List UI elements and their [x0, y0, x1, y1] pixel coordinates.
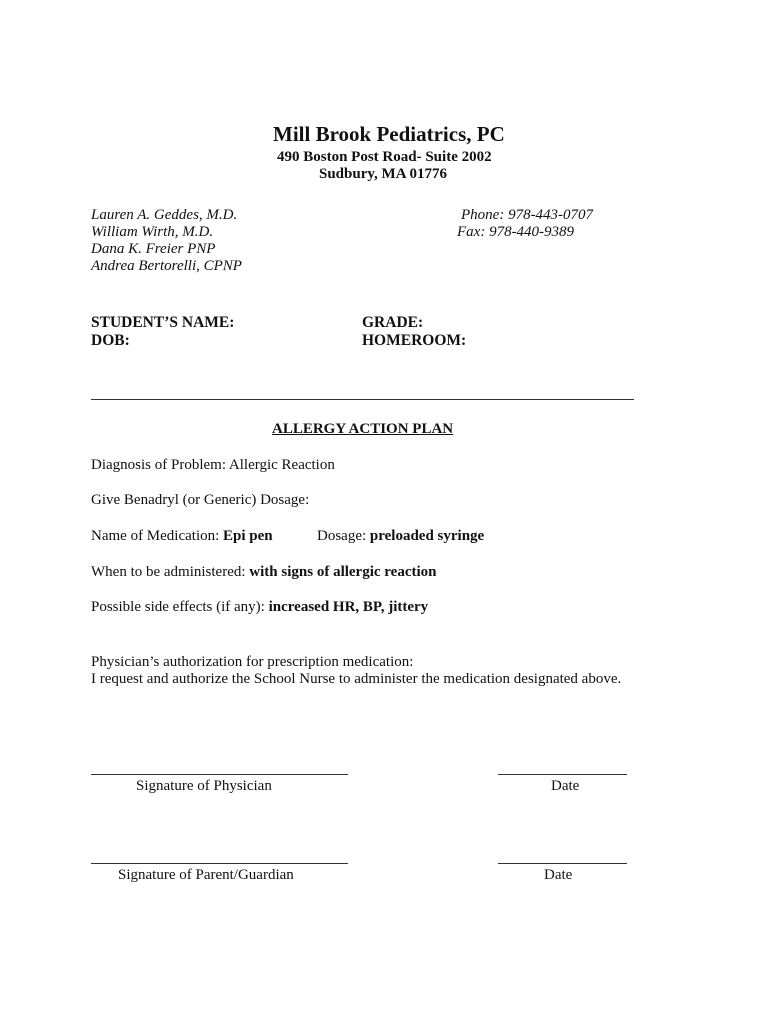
parent-signature-line[interactable]	[91, 863, 348, 864]
physician-signature-line[interactable]	[91, 774, 348, 775]
medication-label: Name of Medication:	[91, 528, 224, 544]
physician-date-label: Date	[551, 778, 580, 794]
address-line-1: 490 Boston Post Road- Suite 2002	[277, 149, 492, 165]
student-name-label: STUDENT’S NAME:	[91, 314, 235, 331]
side-effects-value: increased HR, BP, jittery	[268, 599, 429, 615]
dosage-line	[317, 528, 484, 545]
plan-title: ALLERGY ACTION PLAN	[272, 421, 454, 437]
provider-item: Lauren A. Geddes, M.D.	[91, 207, 238, 223]
side-effects-label: Possible side effects (if any):	[91, 599, 269, 615]
authorization-line-2: I request and authorize the School Nurse to administer the medication designated above.	[91, 671, 622, 687]
provider-list	[91, 207, 242, 275]
parent-signature-label: Signature of Parent/Guardian	[118, 867, 294, 883]
when-line	[91, 564, 437, 581]
when-value: with signs of allergic reaction	[249, 564, 437, 580]
phone-number: Phone: 978-443-0707	[461, 207, 594, 223]
side-effects-line	[91, 599, 428, 616]
address-line-2: Sudbury, MA 01776	[319, 166, 447, 182]
diagnosis-line: Diagnosis of Problem: Allergic Reaction	[91, 457, 335, 473]
physician-date-line[interactable]	[498, 774, 627, 775]
dosage-value: preloaded syringe	[369, 528, 485, 544]
medication-value: Epi pen	[223, 528, 273, 544]
parent-date-label: Date	[544, 867, 573, 883]
grade-label: GRADE:	[362, 314, 424, 331]
fax-number: Fax: 978-440-9389	[457, 224, 575, 240]
provider-item: Dana K. Freier PNP	[91, 241, 216, 257]
provider-item: Andrea Bertorelli, CPNP	[91, 258, 242, 274]
provider-item: William Wirth, M.D.	[91, 224, 214, 240]
section-divider	[91, 399, 634, 400]
medication-line	[91, 528, 273, 545]
benadryl-line: Give Benadryl (or Generic) Dosage:	[91, 492, 310, 508]
authorization-line-1: Physician’s authorization for prescription medication:	[91, 654, 414, 670]
parent-date-line[interactable]	[498, 863, 627, 864]
physician-signature-label: Signature of Physician	[136, 778, 272, 794]
homeroom-label: HOMEROOM:	[362, 332, 467, 349]
dosage-label: Dosage:	[317, 528, 370, 544]
dob-label: DOB:	[91, 332, 130, 349]
practice-name: Mill Brook Pediatrics, PC	[273, 122, 505, 146]
when-label: When to be administered:	[91, 564, 250, 580]
